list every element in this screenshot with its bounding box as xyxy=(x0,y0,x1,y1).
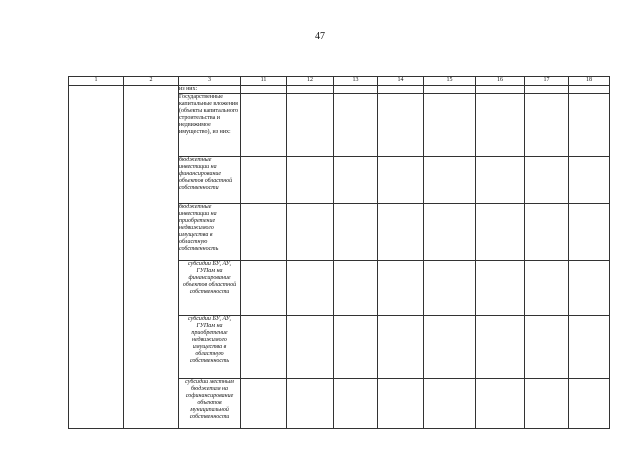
table-cell xyxy=(378,261,424,316)
table-cell xyxy=(287,379,334,429)
table-cell xyxy=(525,316,569,379)
col-header: 1 xyxy=(69,77,124,86)
table-cell xyxy=(378,86,424,94)
table-cell xyxy=(334,94,378,157)
table-cell xyxy=(569,261,610,316)
col-header: 3 xyxy=(179,77,241,86)
table-cell xyxy=(378,316,424,379)
table-cell xyxy=(569,204,610,261)
table-cell xyxy=(378,204,424,261)
table-cell xyxy=(424,86,476,94)
table-cell xyxy=(287,204,334,261)
col-header: 18 xyxy=(569,77,610,86)
table-cell xyxy=(287,157,334,204)
table-cell xyxy=(569,94,610,157)
budget-table xyxy=(68,76,610,429)
table-cell xyxy=(69,86,124,429)
table-cell xyxy=(569,316,610,379)
row-label: бюджетные инвестиции на финансирование объектов областной собственности xyxy=(179,157,241,204)
table-cell xyxy=(424,94,476,157)
table-cell xyxy=(525,204,569,261)
table-cell xyxy=(476,86,525,94)
table-cell xyxy=(525,86,569,94)
table-cell xyxy=(424,261,476,316)
table-cell xyxy=(334,379,378,429)
table-cell xyxy=(424,204,476,261)
table-cell xyxy=(241,316,287,379)
table-cell xyxy=(287,316,334,379)
col-header: 12 xyxy=(287,77,334,86)
table-cell xyxy=(241,157,287,204)
table-cell xyxy=(525,157,569,204)
row-label: бюджетные инвестиции на приобретение недвижимого имущества в областную собственность xyxy=(179,204,241,261)
table-cell xyxy=(569,157,610,204)
table-cell xyxy=(424,379,476,429)
row-label: Государственные капитальные вложения (объекты капитального строительства и недвижимое имущество), из них: xyxy=(179,94,241,157)
table-cell xyxy=(476,261,525,316)
table-cell xyxy=(334,204,378,261)
table-cell xyxy=(241,379,287,429)
table-cell xyxy=(476,204,525,261)
table-cell xyxy=(424,157,476,204)
table-row xyxy=(69,86,610,94)
col-header: 14 xyxy=(378,77,424,86)
table-header-row xyxy=(69,77,610,86)
page-number: 47 xyxy=(315,31,325,42)
table-cell xyxy=(476,157,525,204)
table-cell xyxy=(525,379,569,429)
row-label: субсидии местным бюджетам на софинансирование объектов муниципальной собственности xyxy=(179,379,241,429)
col-header: 11 xyxy=(241,77,287,86)
table-cell xyxy=(424,316,476,379)
table-cell xyxy=(287,261,334,316)
table-cell xyxy=(569,379,610,429)
col-header: 2 xyxy=(124,77,179,86)
table-cell xyxy=(241,94,287,157)
table-cell xyxy=(241,261,287,316)
table-cell xyxy=(334,86,378,94)
row-label: субсидии БУ, АУ, ГУПам на приобретение недвижимого имущества в областную собственность xyxy=(179,316,241,379)
table-cell xyxy=(287,94,334,157)
col-header: 13 xyxy=(334,77,378,86)
col-header: 15 xyxy=(424,77,476,86)
table-cell xyxy=(378,94,424,157)
table-cell xyxy=(334,261,378,316)
col-header: 16 xyxy=(476,77,525,86)
table-cell xyxy=(241,86,287,94)
table-cell xyxy=(525,261,569,316)
table-cell xyxy=(476,379,525,429)
row-label: из них: xyxy=(179,86,241,94)
table-cell xyxy=(476,316,525,379)
table-cell xyxy=(241,204,287,261)
table-cell xyxy=(334,157,378,204)
table-cell xyxy=(124,86,179,429)
col-header: 17 xyxy=(525,77,569,86)
row-label: субсидии БУ, АУ, ГУПам на финансирование объектов областной собственности xyxy=(179,261,241,316)
table-cell xyxy=(287,86,334,94)
table-cell xyxy=(334,316,378,379)
table-cell xyxy=(476,94,525,157)
table-cell xyxy=(569,86,610,94)
table-cell xyxy=(378,379,424,429)
table-cell xyxy=(378,157,424,204)
table-cell xyxy=(525,94,569,157)
